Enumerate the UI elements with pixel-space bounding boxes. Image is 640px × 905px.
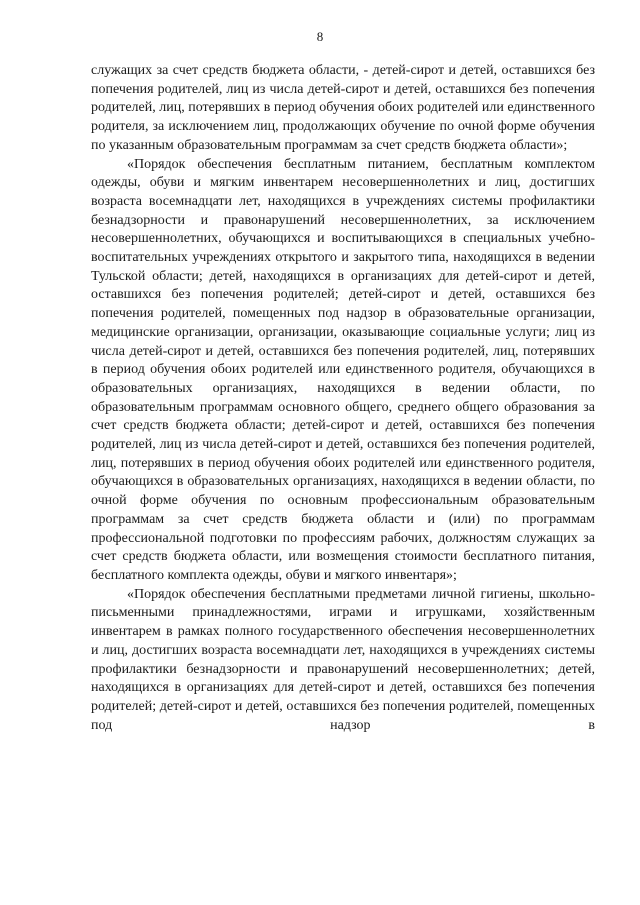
paragraph-food-clothing-procedure: «Порядок обеспечения бесплатным питанием, бесплатным комплектом одежды, обуви и мягким инвентарем несовершеннолетних и лиц, достигших возраста восемнадцати лет, находящихся в учреждениях системы профилактики безнадзорности и правонарушений несовершеннолетних, за исключением несовершеннолетних, обучающихся и воспитывающихся в специальных учебно-воспитательных учреждениях открытого и закрытого типа, находящихся в ведении Тульской области; детей, находящихся в организациях для детей-сирот и детей, оставшихся без попечения родителей; детей-сирот и детей, оставшихся без попечения родителей, помещенных под надзор в образовательные организации, медицинские организации, организации, оказывающие социальные услуги; лиц из числа детей-сирот и детей, оставшихся без попечения родителей, лиц, потерявших в период обучения обоих родителей или единственного родителя, обучающихся в образовательных организациях, находящихся в ведении области, по образовательным программам основного общего, среднего общего образования за счет средств бюджета области; детей-сирот и детей, оставшихся без попечения родителей, лиц из числа детей-сирот и детей, оставшихся без попечения родителей, лиц, потерявших в период обучения обоих родителей или единственного родителя, обучающихся в образовательных организациях, находящихся в ведении области, по очной форме обучения по основным профессиональным образовательным программам за счет средств бюджета области и (или) по программам профессиональной подготовки по профессиям рабочих, должностям служащих за счет средств бюджета области, или возмещения стоимости бесплатного питания, бесплатного комплекта одежды, обуви и мягкого инвентаря»; [91, 156, 595, 583]
paragraph-continuation: служащих за счет средств бюджета области, - детей-сирот и детей, оставшихся без попечения родителей, лиц из числа детей-сирот и детей, оставшихся без попечения родителей, лиц, потерявших в период обучения обоих родителей или единственного родителя, за исключением лиц, продолжающих обучение по очной форме обучения по указанным образовательным программам за счет средств бюджета области»; [91, 63, 595, 153]
document-body [91, 62, 595, 735]
paragraph-hygiene-supplies-procedure: «Порядок обеспечения бесплатными предметами личной гигиены, школьно-письменными принадлежностями, играми и игрушками, хозяйственным инвентарем в рамках полного государственного обеспечения несовершеннолетних и лиц, достигших возраста восемнадцати лет, находящихся в учреждениях системы профилактики безнадзорности и правонарушений несовершеннолетних; детей, находящихся в организациях для детей-сирот и детей, оставшихся без попечения родителей; детей-сирот и детей, оставшихся без попечения родителей, помещенных под надзор в [91, 586, 595, 733]
page-number: 8 [316, 29, 324, 44]
